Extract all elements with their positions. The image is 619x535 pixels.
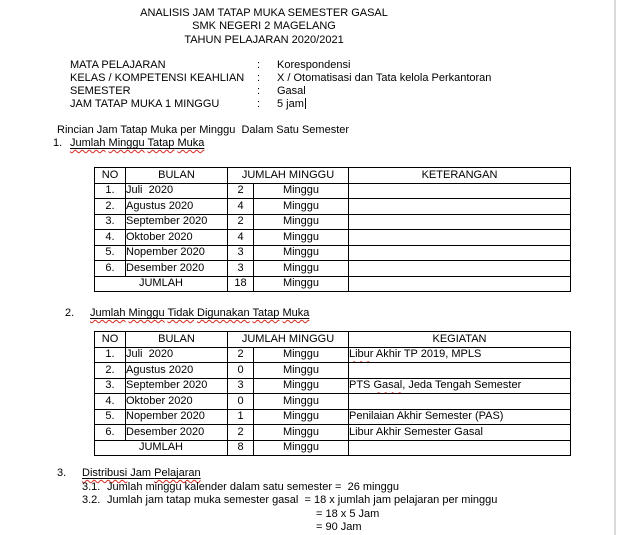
col-header-bulan: BULAN <box>126 168 228 184</box>
cell-count: 2 <box>228 214 254 230</box>
cell-bulan: Juli 2020 <box>126 347 228 363</box>
misspelled-word: Muka <box>177 137 205 149</box>
cell-bulan: Nopember 2020 <box>126 245 228 261</box>
table-row <box>95 347 571 363</box>
cell-total-label: JUMLAH <box>95 440 228 456</box>
misspelled-word: Jumlah <box>70 137 106 149</box>
cell-note <box>349 183 571 199</box>
cell-unit: Minggu <box>254 214 349 230</box>
meta-colon: : <box>257 84 261 97</box>
cell-unit: Minggu <box>254 394 349 410</box>
intro-line: Rincian Jam Tatap Muka per Minggu Dalam Satu Semester <box>57 124 350 136</box>
misspelled-word: Minggu <box>128 307 165 319</box>
cell-total-unit: Minggu <box>254 276 349 292</box>
meta-row <box>70 85 491 98</box>
cell-total-count: 8 <box>228 440 254 456</box>
table-minggu-tatap-muka <box>94 167 571 292</box>
cell-unit: Minggu <box>254 409 349 425</box>
word: PTS <box>349 379 374 392</box>
misspelled-word: Distribusi <box>82 467 128 479</box>
section-3-number: 3. <box>57 467 67 479</box>
calculation-line: = 90 Jam <box>316 521 362 533</box>
table-row <box>95 245 571 261</box>
cell-count: 3 <box>228 245 254 261</box>
cell-no: 5. <box>95 409 126 425</box>
cell-bulan: Nopember 2020 <box>126 409 228 425</box>
misspelled-word: Tatap <box>147 137 175 149</box>
title-line: ANALISIS JAM TATAP MUKA SEMESTER GASAL <box>140 7 388 19</box>
cell-total-note <box>349 440 571 456</box>
table-row <box>95 183 571 199</box>
distribusi-item <box>82 494 497 506</box>
cell-unit: Minggu <box>254 378 349 394</box>
cell-no: 2. <box>95 199 126 215</box>
word: Jam <box>127 467 155 479</box>
misspelled-word: Muka <box>282 307 310 319</box>
cell-bulan: Desember 2020 <box>126 425 228 441</box>
table-row <box>95 214 571 230</box>
cell-note <box>349 230 571 246</box>
cell-total-unit: Minggu <box>254 440 349 456</box>
cell-no: 3. <box>95 378 126 394</box>
misspelled-word: Gasal <box>373 379 403 392</box>
meta-label: JAM TATAP MUKA 1 MINGGU <box>70 97 220 110</box>
meta-value: Gasal <box>277 84 306 97</box>
cell-note <box>349 214 571 230</box>
cell-bulan: September 2020 <box>126 214 228 230</box>
table-row <box>95 230 571 246</box>
cell-no: 1. <box>95 183 126 199</box>
cell-bulan: Juli 2020 <box>126 183 228 199</box>
cell-no: 3. <box>95 214 126 230</box>
col-header-jumlah-minggu: JUMLAH MINGGU <box>228 332 349 348</box>
cell-note <box>349 378 571 394</box>
misspelled-word: Minggu <box>108 137 145 149</box>
table-row <box>95 378 571 394</box>
misspelled-word: Jumlah <box>90 307 126 319</box>
cell-count: 2 <box>228 425 254 441</box>
word: , Jeda Tengah Semester <box>402 379 522 392</box>
cell-no: 5. <box>95 245 126 261</box>
cell-note <box>349 409 571 425</box>
page-edge-line <box>614 0 616 535</box>
misspelled-word: Pelajaran <box>154 467 201 479</box>
cell-unit: Minggu <box>254 261 349 277</box>
meta-colon: : <box>257 71 261 84</box>
cell-no: 4. <box>95 394 126 410</box>
table-row <box>95 363 571 379</box>
word: Penilaian Akhir Semester (PAS) <box>349 410 504 423</box>
word: Akhir TP 2019, MPLS <box>373 348 482 361</box>
table-row <box>95 394 571 410</box>
cell-note <box>349 363 571 379</box>
table-row <box>95 199 571 215</box>
meta-colon: : <box>257 59 261 71</box>
section-3-heading <box>57 467 201 479</box>
cell-no: 2. <box>95 363 126 379</box>
cell-unit: Minggu <box>254 425 349 441</box>
title-line: TAHUN PELAJARAN 2020/2021 <box>184 33 344 46</box>
cell-bulan: Oktober 2020 <box>126 394 228 410</box>
meta-value: Korespondensi <box>277 59 351 71</box>
section-1-title <box>70 137 204 149</box>
cell-unit: Minggu <box>254 199 349 215</box>
cell-no: 6. <box>95 425 126 441</box>
table-header-row <box>95 332 571 348</box>
table-minggu-tidak-digunakan <box>94 331 571 456</box>
cell-unit: Minggu <box>254 347 349 363</box>
cell-bulan: September 2020 <box>126 378 228 394</box>
cell-unit: Minggu <box>254 230 349 246</box>
meta-label: SEMESTER <box>70 84 131 97</box>
col-header-last: KEGIATAN <box>349 332 571 348</box>
meta-row <box>70 98 491 111</box>
cell-count: 4 <box>228 199 254 215</box>
item-text: Jumlah minggu kalender dalam satu semester = 26 minggu <box>107 481 399 493</box>
cell-note <box>349 394 571 410</box>
cell-note <box>349 347 571 363</box>
misspelled-word: Digunakan <box>197 307 250 319</box>
meta-label: MATA PELAJARAN <box>70 59 166 71</box>
meta-row <box>70 72 491 85</box>
section-1-heading <box>53 137 204 149</box>
cell-bulan: Oktober 2020 <box>126 230 228 246</box>
title-line: SMK NEGERI 2 MAGELANG <box>192 20 336 33</box>
item-number: 3.1. <box>82 481 101 493</box>
col-header-no: NO <box>95 332 126 348</box>
subject-meta-block <box>70 59 491 111</box>
meta-row <box>70 59 491 72</box>
misspelled-word: Tidak <box>167 307 194 319</box>
cell-unit: Minggu <box>254 363 349 379</box>
section-3-title <box>82 467 201 479</box>
cell-count: 4 <box>228 230 254 246</box>
cell-count: 1 <box>228 409 254 425</box>
document-title-block <box>0 7 528 47</box>
table-total-row <box>95 276 571 292</box>
distribusi-item <box>82 481 399 493</box>
cell-note <box>349 425 571 441</box>
table-total-row <box>95 440 571 456</box>
word: Libur Akhir Semester Gasal <box>349 425 483 438</box>
cell-note <box>349 245 571 261</box>
col-header-no: NO <box>95 168 126 184</box>
cell-unit: Minggu <box>254 245 349 261</box>
section-2-number: 2. <box>65 307 75 319</box>
cell-bulan: Agustus 2020 <box>126 199 228 215</box>
cell-bulan: Agustus 2020 <box>126 363 228 379</box>
col-header-last: KETERANGAN <box>349 168 571 184</box>
meta-colon: : <box>257 97 261 110</box>
cell-no: 1. <box>95 347 126 363</box>
cell-note <box>349 199 571 215</box>
cell-total-note <box>349 276 571 292</box>
cell-count: 2 <box>228 183 254 199</box>
cell-count: 0 <box>228 394 254 410</box>
item-text: Jumlah jam tatap muka semester gasal = 18 x jumlah jam pelajaran per minggu <box>107 494 498 506</box>
misspelled-word: Tatap <box>252 307 280 319</box>
cell-count: 3 <box>228 378 254 394</box>
cell-total-label: JUMLAH <box>95 276 228 292</box>
section-1-number: 1. <box>53 137 63 149</box>
item-number: 3.2. <box>82 494 101 506</box>
meta-value: X / Otomatisasi dan Tata kelola Perkantoran <box>277 71 492 84</box>
cell-count: 0 <box>228 363 254 379</box>
col-header-bulan: BULAN <box>126 332 228 348</box>
cell-unit: Minggu <box>254 183 349 199</box>
section-2-title <box>90 307 309 319</box>
cell-bulan: Desember 2020 <box>126 261 228 277</box>
cell-no: 6. <box>95 261 126 277</box>
text-cursor <box>305 98 306 109</box>
table-row <box>95 409 571 425</box>
cell-count: 2 <box>228 347 254 363</box>
misspelled-word: Libur <box>349 348 374 361</box>
table-row <box>95 261 571 277</box>
cell-total-count: 18 <box>228 276 254 292</box>
cell-count: 3 <box>228 261 254 277</box>
cell-note <box>349 261 571 277</box>
calculation-line: = 18 x 5 Jam <box>316 508 380 520</box>
cell-no: 4. <box>95 230 126 246</box>
table-header-row <box>95 168 571 184</box>
meta-value: 5 jam <box>277 97 304 110</box>
meta-label: KELAS / KOMPETENSI KEAHLIAN <box>70 71 245 84</box>
section-2-heading <box>65 307 309 319</box>
col-header-jumlah-minggu: JUMLAH MINGGU <box>228 168 349 184</box>
table-row <box>95 425 571 441</box>
